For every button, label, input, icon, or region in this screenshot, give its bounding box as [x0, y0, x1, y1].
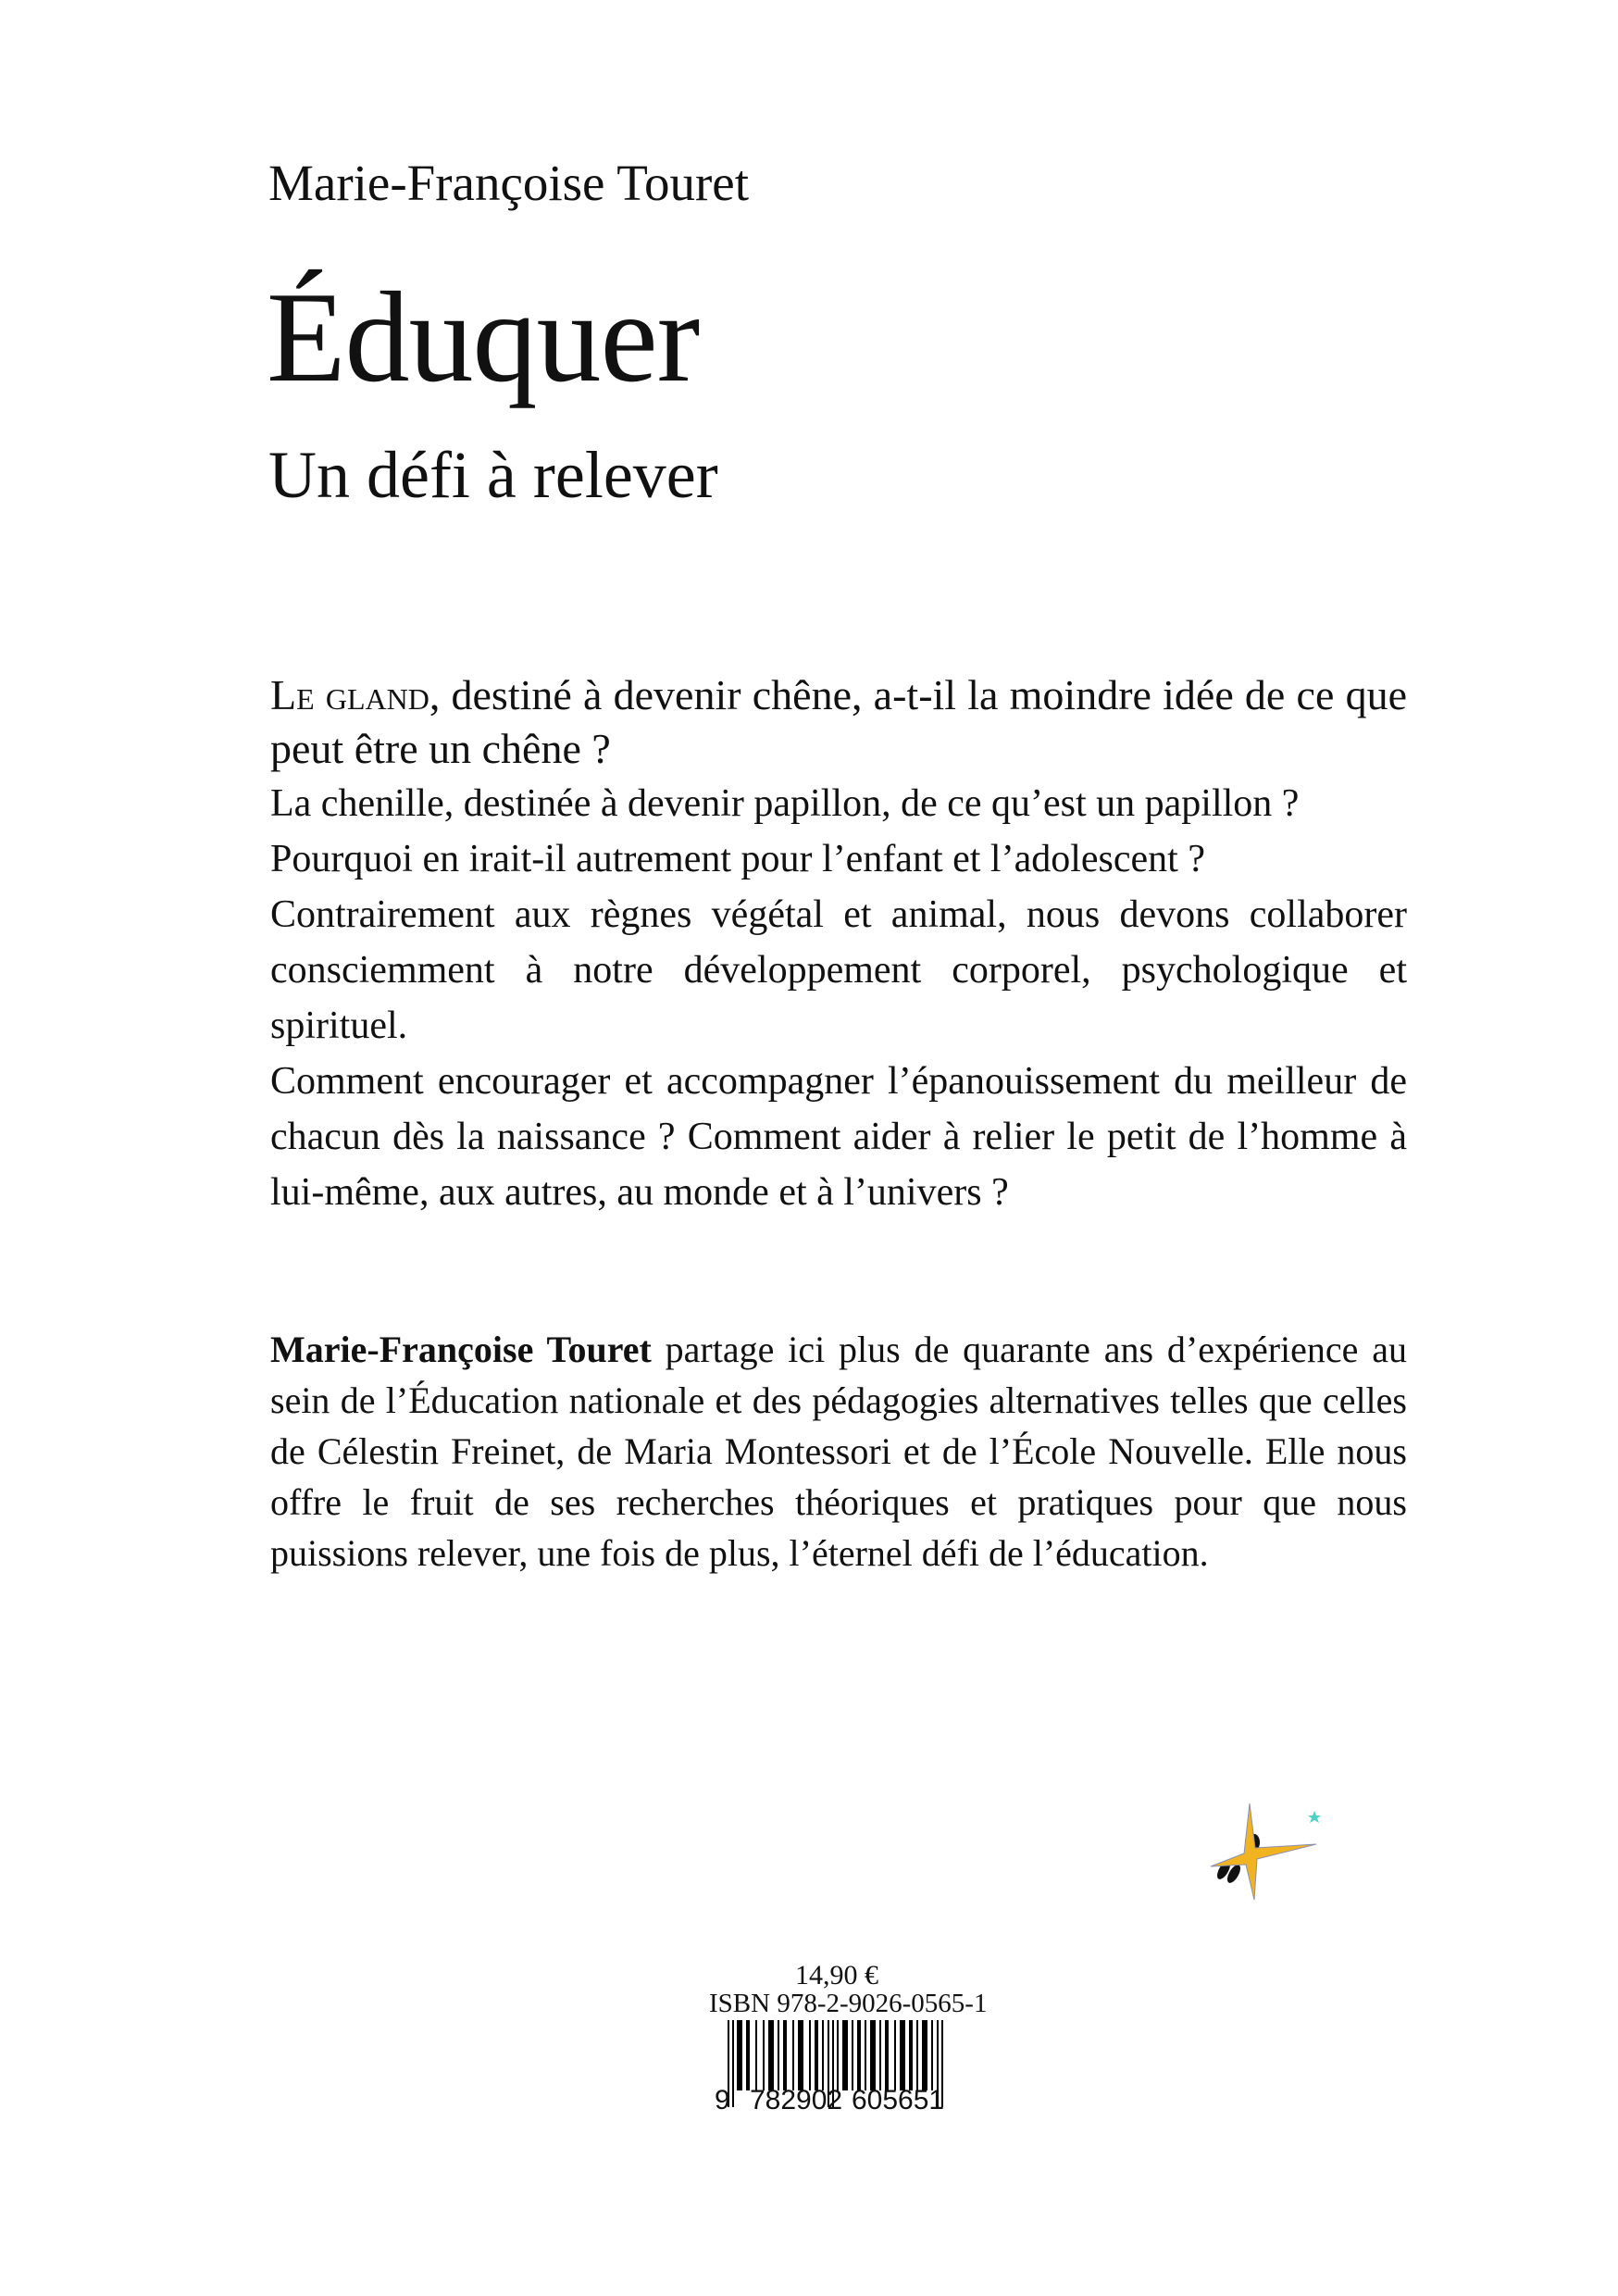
- barcode-digits: [713, 2085, 953, 2116]
- blurb-intro: [270, 668, 1407, 1220]
- isbn: ISBN 978-2-9026-0565-1: [709, 1989, 988, 2018]
- price: 14,90 €: [795, 1960, 878, 1990]
- barcode-digits-left: 782902: [750, 2085, 843, 2115]
- lead-smallcaps: Le gland: [270, 671, 429, 718]
- barcode-digits-right: 605651: [852, 2085, 945, 2115]
- author-name: Marie-Françoise Touret: [268, 155, 749, 211]
- bio-author-name: Marie-Françoise Touret: [270, 1329, 652, 1370]
- author-bio: [270, 1324, 1407, 1578]
- paragraph: Comment encourager et accompagner l’épanouissement du meilleur de chacun dès la naissance ? Comment aider à relier le petit de l’homme à lui-même, aux autres, au monde et à l’univers ?: [270, 1060, 1407, 1214]
- paragraph: Pourquoi en irait-il autrement pour l’enfant et l’adolescent ?: [270, 838, 1205, 880]
- paragraph: La chenille, destinée à devenir papillon, de ce qu’est un papillon ?: [270, 782, 1300, 825]
- lead-text: , destiné à devenir chêne, a-t-il la moindre idée de ce que peut être un chêne ?: [270, 671, 1407, 772]
- barcode-digit-first: 9: [715, 2085, 730, 2115]
- book-title: Éduquer: [267, 266, 700, 409]
- publisher-logo: [1203, 1796, 1324, 1907]
- paragraph: Contrairement aux règnes végétal et animal, nous devons collaborer consciemment à notre développement corporel, psychologique et spirituel.: [270, 893, 1407, 1047]
- star-figure-logo-icon: [1203, 1796, 1324, 1907]
- bio-text: partage ici plus de quarante ans d’expérience au sein de l’Éducation nationale et des pédagogies alternatives telles que celles de Célestin Freinet, de Maria Montessori et de l’École Nouvelle. Elle nous offre le fruit de ses recherches théoriques et pratiques pour que nous puissions relever, une fois de plus, l’éternel défi de l’éducation.: [270, 1329, 1408, 1574]
- lead-paragraph: [270, 668, 1407, 776]
- book-subtitle: Un défi à relever: [268, 438, 718, 512]
